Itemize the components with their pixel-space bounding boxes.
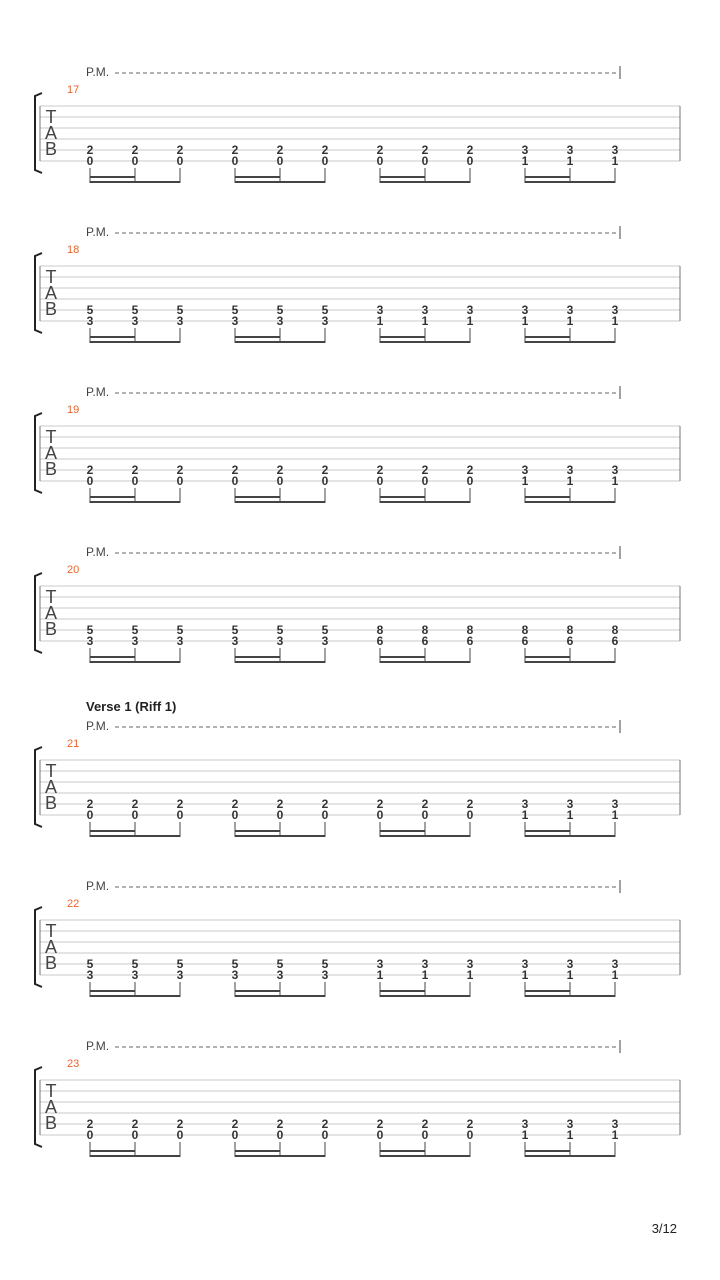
eighth-beam <box>525 181 615 183</box>
fret-number: 0 <box>231 154 239 168</box>
fret-number: 2 <box>131 1117 139 1131</box>
fret-number: 5 <box>321 303 329 317</box>
tab-clef-letter: B <box>44 793 58 813</box>
fret-number: 2 <box>421 1117 429 1131</box>
fret-number: 0 <box>131 808 139 822</box>
fret-number: 2 <box>276 143 284 157</box>
fret-number: 0 <box>421 154 429 168</box>
sixteenth-beam <box>380 336 425 338</box>
sixteenth-beam <box>90 990 135 992</box>
fret-number: 1 <box>566 154 574 168</box>
fret-number: 8 <box>566 623 574 637</box>
fret-number: 3 <box>611 143 619 157</box>
tab-clef-letter: A <box>44 603 58 623</box>
fret-number: 1 <box>421 968 429 982</box>
eighth-beam <box>525 341 615 343</box>
measure-number: 18 <box>67 244 80 256</box>
palm-mute-label: P.M. <box>86 65 110 79</box>
sixteenth-beam <box>380 176 425 178</box>
eighth-beam <box>235 995 325 997</box>
fret-number: 5 <box>86 957 94 971</box>
fret-number: 3 <box>176 314 184 328</box>
fret-number: 2 <box>421 463 429 477</box>
fret-number: 2 <box>376 1117 384 1131</box>
fret-number: 0 <box>86 1128 94 1142</box>
fret-number: 5 <box>86 303 94 317</box>
fret-number: 3 <box>566 797 574 811</box>
fret-number: 3 <box>421 303 429 317</box>
fret-number: 3 <box>321 314 329 328</box>
fret-number: 2 <box>131 797 139 811</box>
eighth-beam <box>235 835 325 837</box>
fret-number: 3 <box>611 303 619 317</box>
fret-number: 1 <box>566 474 574 488</box>
fret-number: 1 <box>521 154 529 168</box>
fret-number: 0 <box>376 474 384 488</box>
fret-number: 3 <box>231 314 239 328</box>
fret-number: 0 <box>276 808 284 822</box>
sixteenth-beam <box>90 176 135 178</box>
palm-mute-label: P.M. <box>86 225 110 239</box>
fret-number: 2 <box>421 143 429 157</box>
fret-number: 2 <box>231 463 239 477</box>
eighth-beam <box>380 501 470 503</box>
fret-number: 2 <box>376 463 384 477</box>
fret-number: 2 <box>376 797 384 811</box>
sixteenth-beam <box>525 336 570 338</box>
tab-clef-letter: B <box>44 139 58 159</box>
fret-number: 5 <box>131 623 139 637</box>
fret-number: 2 <box>176 463 184 477</box>
sixteenth-beam <box>235 336 280 338</box>
fret-number: 2 <box>176 143 184 157</box>
fret-number: 0 <box>276 154 284 168</box>
fret-number: 3 <box>131 634 139 648</box>
sixteenth-beam <box>380 990 425 992</box>
fret-number: 6 <box>521 634 529 648</box>
tab-clef-letter: A <box>44 283 58 303</box>
fret-number: 3 <box>321 968 329 982</box>
fret-number: 3 <box>131 968 139 982</box>
fret-number: 0 <box>466 808 474 822</box>
tab-clef-letter: T <box>45 921 57 941</box>
fret-number: 0 <box>86 154 94 168</box>
fret-number: 3 <box>276 314 284 328</box>
tab-clef-letter: A <box>44 937 58 957</box>
sixteenth-beam <box>235 830 280 832</box>
tab-clef-letter: T <box>45 267 57 287</box>
fret-number: 3 <box>521 797 529 811</box>
sixteenth-beam <box>525 1150 570 1152</box>
sixteenth-beam <box>525 656 570 658</box>
fret-number: 0 <box>86 808 94 822</box>
fret-number: 8 <box>466 623 474 637</box>
sixteenth-beam <box>90 830 135 832</box>
fret-number: 0 <box>176 808 184 822</box>
measure-number: 23 <box>67 1058 80 1070</box>
eighth-beam <box>525 835 615 837</box>
palm-mute-label: P.M. <box>86 1039 110 1053</box>
fret-number: 0 <box>466 154 474 168</box>
fret-number: 3 <box>566 957 574 971</box>
fret-number: 1 <box>566 968 574 982</box>
fret-number: 8 <box>376 623 384 637</box>
eighth-beam <box>90 835 180 837</box>
fret-number: 2 <box>276 797 284 811</box>
fret-number: 3 <box>376 303 384 317</box>
fret-number: 3 <box>86 968 94 982</box>
fret-number: 1 <box>376 968 384 982</box>
fret-number: 6 <box>376 634 384 648</box>
fret-number: 2 <box>86 797 94 811</box>
fret-number: 5 <box>176 303 184 317</box>
eighth-beam <box>525 501 615 503</box>
tab-clef-letter: T <box>45 1081 57 1101</box>
tab-clef-letter: T <box>45 761 57 781</box>
fret-number: 0 <box>421 474 429 488</box>
section-heading: Verse 1 (Riff 1) <box>86 699 177 714</box>
eighth-beam <box>90 1155 180 1157</box>
fret-number: 1 <box>611 314 619 328</box>
sixteenth-beam <box>525 496 570 498</box>
fret-number: 3 <box>521 957 529 971</box>
fret-number: 0 <box>321 1128 329 1142</box>
eighth-beam <box>380 341 470 343</box>
fret-number: 1 <box>566 314 574 328</box>
fret-number: 2 <box>321 143 329 157</box>
fret-number: 8 <box>521 623 529 637</box>
palm-mute-label: P.M. <box>86 719 110 733</box>
fret-number: 3 <box>611 1117 619 1131</box>
fret-number: 2 <box>321 463 329 477</box>
fret-number: 3 <box>566 303 574 317</box>
sixteenth-beam <box>235 1150 280 1152</box>
fret-number: 1 <box>566 808 574 822</box>
fret-number: 2 <box>86 1117 94 1131</box>
fret-number: 1 <box>466 968 474 982</box>
sixteenth-beam <box>235 496 280 498</box>
fret-number: 0 <box>131 474 139 488</box>
fret-number: 0 <box>321 154 329 168</box>
fret-number: 6 <box>611 634 619 648</box>
fret-number: 3 <box>521 303 529 317</box>
fret-number: 3 <box>521 463 529 477</box>
fret-number: 0 <box>421 1128 429 1142</box>
fret-number: 2 <box>131 463 139 477</box>
fret-number: 6 <box>566 634 574 648</box>
eighth-beam <box>525 1155 615 1157</box>
fret-number: 2 <box>466 797 474 811</box>
fret-number: 3 <box>611 957 619 971</box>
measure-number: 19 <box>67 404 80 416</box>
eighth-beam <box>235 181 325 183</box>
fret-number: 3 <box>86 314 94 328</box>
fret-number: 3 <box>566 143 574 157</box>
eighth-beam <box>525 661 615 663</box>
fret-number: 3 <box>421 957 429 971</box>
fret-number: 2 <box>231 143 239 157</box>
tab-clef-letter: B <box>44 619 58 639</box>
page-number: 3/12 <box>651 1221 677 1236</box>
fret-number: 1 <box>611 968 619 982</box>
fret-number: 1 <box>521 474 529 488</box>
sixteenth-beam <box>525 990 570 992</box>
fret-number: 3 <box>276 634 284 648</box>
fret-number: 8 <box>611 623 619 637</box>
fret-number: 0 <box>321 808 329 822</box>
measure-number: 22 <box>67 898 80 910</box>
fret-number: 3 <box>566 1117 574 1131</box>
fret-number: 3 <box>376 957 384 971</box>
fret-number: 2 <box>231 1117 239 1131</box>
fret-number: 5 <box>231 957 239 971</box>
sixteenth-beam <box>90 496 135 498</box>
tab-clef-letter: A <box>44 123 58 143</box>
fret-number: 1 <box>611 474 619 488</box>
eighth-beam <box>90 995 180 997</box>
fret-number: 2 <box>466 143 474 157</box>
fret-number: 0 <box>276 474 284 488</box>
fret-number: 3 <box>176 634 184 648</box>
fret-number: 0 <box>466 474 474 488</box>
fret-number: 6 <box>421 634 429 648</box>
fret-number: 0 <box>131 1128 139 1142</box>
fret-number: 5 <box>276 303 284 317</box>
eighth-beam <box>380 835 470 837</box>
fret-number: 2 <box>86 463 94 477</box>
fret-number: 5 <box>176 623 184 637</box>
tab-clef-letter: T <box>45 587 57 607</box>
sixteenth-beam <box>380 496 425 498</box>
fret-number: 0 <box>86 474 94 488</box>
fret-number: 2 <box>376 143 384 157</box>
fret-number: 1 <box>566 1128 574 1142</box>
eighth-beam <box>90 341 180 343</box>
eighth-beam <box>235 501 325 503</box>
fret-number: 5 <box>231 623 239 637</box>
fret-number: 8 <box>421 623 429 637</box>
eighth-beam <box>90 661 180 663</box>
sixteenth-beam <box>90 1150 135 1152</box>
fret-number: 1 <box>421 314 429 328</box>
palm-mute-label: P.M. <box>86 545 110 559</box>
fret-number: 0 <box>176 474 184 488</box>
fret-number: 2 <box>321 1117 329 1131</box>
fret-number: 1 <box>521 968 529 982</box>
fret-number: 3 <box>231 968 239 982</box>
fret-number: 3 <box>176 968 184 982</box>
fret-number: 5 <box>86 623 94 637</box>
fret-number: 2 <box>421 797 429 811</box>
fret-number: 0 <box>131 154 139 168</box>
fret-number: 3 <box>611 797 619 811</box>
fret-number: 2 <box>466 463 474 477</box>
fret-number: 1 <box>521 314 529 328</box>
fret-number: 0 <box>321 474 329 488</box>
tab-clef-letter: B <box>44 299 58 319</box>
eighth-beam <box>525 995 615 997</box>
tab-clef-letter: B <box>44 953 58 973</box>
sixteenth-beam <box>90 336 135 338</box>
fret-number: 1 <box>466 314 474 328</box>
sixteenth-beam <box>235 656 280 658</box>
fret-number: 3 <box>466 957 474 971</box>
tab-clef-letter: A <box>44 1097 58 1117</box>
sixteenth-beam <box>235 176 280 178</box>
fret-number: 3 <box>521 143 529 157</box>
eighth-beam <box>380 1155 470 1157</box>
tab-clef-letter: A <box>44 777 58 797</box>
fret-number: 3 <box>276 968 284 982</box>
measure-number: 17 <box>67 84 80 96</box>
fret-number: 0 <box>376 154 384 168</box>
palm-mute-label: P.M. <box>86 385 110 399</box>
tab-clef-letter: T <box>45 427 57 447</box>
eighth-beam <box>235 1155 325 1157</box>
fret-number: 2 <box>321 797 329 811</box>
measure-number: 21 <box>67 738 80 750</box>
fret-number: 0 <box>231 474 239 488</box>
fret-number: 1 <box>611 154 619 168</box>
fret-number: 0 <box>376 1128 384 1142</box>
measure-number: 20 <box>67 564 80 576</box>
fret-number: 2 <box>276 463 284 477</box>
fret-number: 2 <box>86 143 94 157</box>
sixteenth-beam <box>380 1150 425 1152</box>
sixteenth-beam <box>380 656 425 658</box>
fret-number: 3 <box>86 634 94 648</box>
fret-number: 3 <box>131 314 139 328</box>
fret-number: 5 <box>276 623 284 637</box>
eighth-beam <box>235 661 325 663</box>
fret-number: 0 <box>421 808 429 822</box>
fret-number: 3 <box>321 634 329 648</box>
fret-number: 3 <box>231 634 239 648</box>
palm-mute-label: P.M. <box>86 879 110 893</box>
eighth-beam <box>380 181 470 183</box>
eighth-beam <box>380 661 470 663</box>
fret-number: 3 <box>521 1117 529 1131</box>
fret-number: 5 <box>131 303 139 317</box>
eighth-beam <box>90 501 180 503</box>
fret-number: 1 <box>611 808 619 822</box>
fret-number: 5 <box>176 957 184 971</box>
fret-number: 5 <box>321 623 329 637</box>
fret-number: 2 <box>176 1117 184 1131</box>
eighth-beam <box>380 995 470 997</box>
fret-number: 5 <box>231 303 239 317</box>
fret-number: 1 <box>521 1128 529 1142</box>
fret-number: 2 <box>176 797 184 811</box>
fret-number: 2 <box>131 143 139 157</box>
fret-number: 5 <box>131 957 139 971</box>
fret-number: 3 <box>611 463 619 477</box>
eighth-beam <box>235 341 325 343</box>
fret-number: 5 <box>276 957 284 971</box>
fret-number: 1 <box>376 314 384 328</box>
fret-number: 0 <box>176 154 184 168</box>
fret-number: 1 <box>611 1128 619 1142</box>
fret-number: 0 <box>231 1128 239 1142</box>
fret-number: 3 <box>566 463 574 477</box>
fret-number: 0 <box>276 1128 284 1142</box>
tab-clef-letter: A <box>44 443 58 463</box>
fret-number: 0 <box>466 1128 474 1142</box>
fret-number: 0 <box>376 808 384 822</box>
sixteenth-beam <box>380 830 425 832</box>
fret-number: 5 <box>321 957 329 971</box>
fret-number: 1 <box>521 808 529 822</box>
tab-clef-letter: T <box>45 107 57 127</box>
sixteenth-beam <box>525 830 570 832</box>
fret-number: 2 <box>231 797 239 811</box>
fret-number: 3 <box>466 303 474 317</box>
fret-number: 6 <box>466 634 474 648</box>
fret-number: 2 <box>276 1117 284 1131</box>
sixteenth-beam <box>235 990 280 992</box>
fret-number: 0 <box>231 808 239 822</box>
tab-clef-letter: B <box>44 1113 58 1133</box>
fret-number: 0 <box>176 1128 184 1142</box>
fret-number: 2 <box>466 1117 474 1131</box>
tab-clef-letter: B <box>44 459 58 479</box>
eighth-beam <box>90 181 180 183</box>
sixteenth-beam <box>525 176 570 178</box>
sixteenth-beam <box>90 656 135 658</box>
